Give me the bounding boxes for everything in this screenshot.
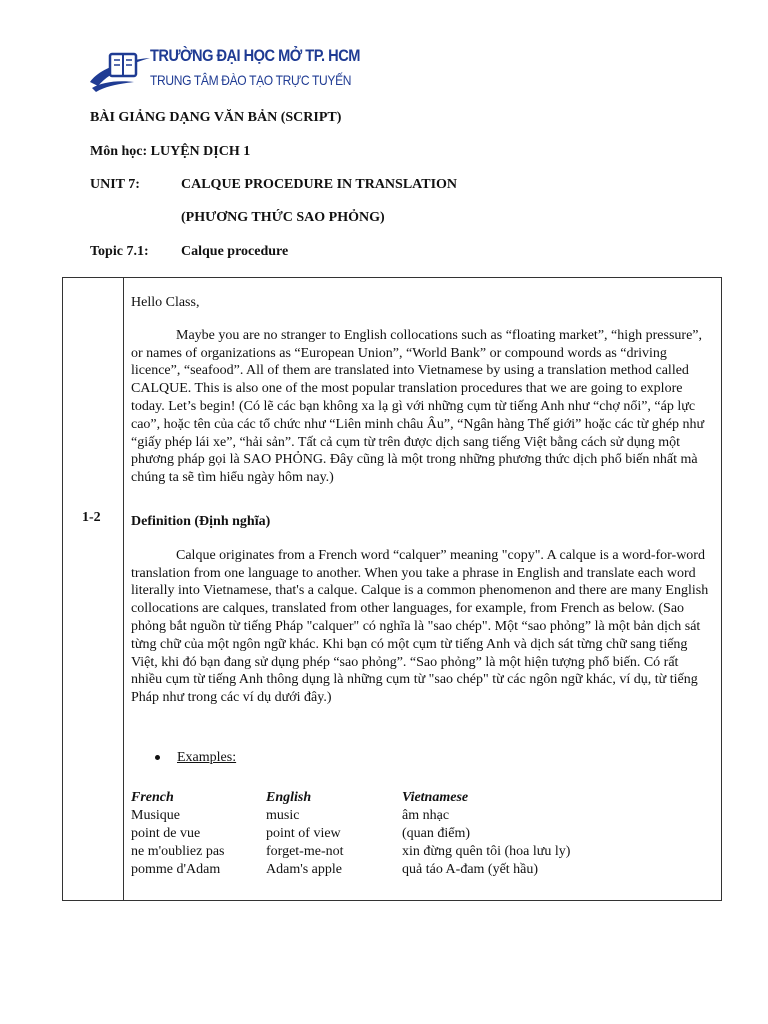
doc-type-heading: BÀI GIẢNG DẠNG VĂN BẢN (SCRIPT) bbox=[90, 110, 342, 125]
definition-paragraph: Calque originates from a French word “calquer” meaning "copy". A calque is a word-for-word translation from one language to another. When you take a phrase in English and translate each word literally into Vietnamese, that's a calque. Calque is a common phenomenon and there are many English collocations are calques, translated from other languages, for example, from French as below. (Sao phỏng bắt nguồn từ tiếng Pháp "calquer" có nghĩa là "sao chép". Một “sao phỏng” là một bản dịch sát từng chữ của một ngôn ngữ khác. Khi bạn có một cụm từ tiếng Anh và dịch sát từng chữ sang tiếng Việt, khi đó bạn đang sử dụng phép “sao phỏng”. “Sao phỏng” là một hiện tượng phổ biến. Có rất nhiều cụm từ tiếng Anh thông dụng là những cụm từ "sao chép" từ các ngôn ngữ khác, ví dụ, từ tiếng Pháp như trong các ví dụ dưới đây.) bbox=[131, 547, 709, 706]
header-vietnamese: Vietnamese bbox=[402, 789, 469, 805]
french-cell: Musique bbox=[131, 807, 180, 823]
university-logo bbox=[88, 42, 360, 98]
subject-heading: Môn học: LUYỆN DỊCH 1 bbox=[90, 144, 251, 159]
english-cell: forget-me-not bbox=[266, 843, 344, 859]
vietnamese-cell: xin đừng quên tôi (hoa lưu ly) bbox=[402, 843, 571, 859]
french-cell: ne m'oubliez pas bbox=[131, 843, 225, 859]
table-row bbox=[131, 861, 652, 879]
english-cell: point of view bbox=[266, 825, 341, 841]
english-cell: music bbox=[266, 807, 300, 823]
examples-bullet bbox=[131, 749, 709, 767]
topic-label: Topic 7.1: bbox=[90, 244, 149, 259]
vietnamese-cell: âm nhạc bbox=[402, 807, 450, 823]
header-english: English bbox=[266, 789, 312, 805]
book-logo-icon bbox=[88, 48, 152, 92]
french-cell: pomme d'Adam bbox=[131, 861, 221, 877]
table-row bbox=[131, 843, 652, 861]
unit-subtitle: (PHƯƠNG THỨC SAO PHỎNG) bbox=[181, 210, 385, 225]
french-cell: point de vue bbox=[131, 825, 201, 841]
greeting: Hello Class, bbox=[131, 295, 200, 310]
table-row bbox=[131, 807, 652, 825]
logo-center-name: TRUNG TÂM ĐÀO TẠO TRỰC TUYẾN bbox=[150, 72, 352, 88]
examples-header-row bbox=[131, 789, 652, 807]
intro-paragraph: Maybe you are no stranger to English collocations such as “floating market”, “high pressure”, or names of organizations as “European Union”, “World Bank” or compound words as “driving licence”, “seafood”. All of them are translated into Vietnamese by using a translation method called CALQUE. This is also one of the most popular translation procedures that we are going to explore today. Let’s begin! (Có lẽ các bạn không xa lạ gì với những cụm từ tiếng Anh như “chợ nổi”, “áp lực cao”, hoặc tên của các tổ chức như “Liên minh châu Âu”, “Ngân hàng Thế giới” hoặc các từ ghép như “giấy phép lái xe”, “hải sản”. Tất cả cụm từ trên được dịch sang tiếng Việt bằng cách sử dụng một phương pháp gọi là SAO PHỎNG. Đây cũng là một trong những phương thức dịch phổ biến nhất mà chúng ta sẽ tìm hiểu ngày hôm nay.) bbox=[131, 327, 705, 486]
lesson-content bbox=[131, 294, 709, 879]
definition-heading: Definition (Định nghĩa) bbox=[131, 513, 271, 529]
unit-title: CALQUE PROCEDURE IN TRANSLATION bbox=[181, 177, 458, 192]
row-number: 1-2 bbox=[82, 510, 101, 525]
examples-table bbox=[131, 789, 652, 879]
topic-title: Calque procedure bbox=[181, 244, 289, 259]
logo-university-name: TRƯỜNG ĐẠI HỌC MỞ TP. HCM bbox=[150, 46, 360, 65]
table-column-divider bbox=[123, 277, 124, 901]
header-french: French bbox=[131, 789, 174, 805]
examples-label: Examples: bbox=[177, 749, 237, 765]
unit-label: UNIT 7: bbox=[90, 177, 140, 192]
bullet-icon bbox=[155, 755, 160, 760]
table-row bbox=[131, 825, 652, 843]
vietnamese-cell: (quan điểm) bbox=[402, 825, 471, 841]
english-cell: Adam's apple bbox=[266, 861, 343, 877]
vietnamese-cell: quả táo A-đam (yết hầu) bbox=[402, 861, 539, 877]
